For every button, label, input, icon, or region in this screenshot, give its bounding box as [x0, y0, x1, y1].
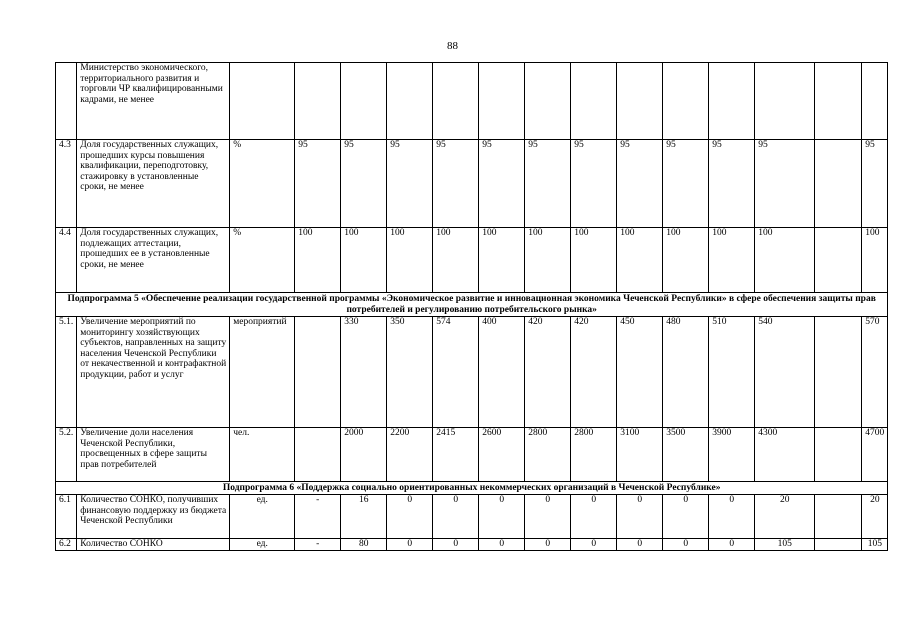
value-cell: 95	[755, 140, 815, 228]
value-cell: 95	[433, 140, 479, 228]
unit-cell	[230, 63, 295, 140]
value-cell: 3500	[663, 428, 709, 482]
indicator-row	[56, 140, 888, 228]
value-cell: 510	[709, 317, 755, 428]
indicator-row	[56, 63, 888, 140]
subprogram-heading: Подпрограмма 5 «Обеспечение реализации государственной программы «Экономическое развитие и инновационная экономика Чеченской Республики» в сфере обеспечения защиты прав потребителей и регулированию потребительского рынка»	[56, 293, 888, 317]
page-number: 88	[447, 40, 458, 52]
value-cell: 95	[617, 140, 663, 228]
value-cell: 574	[433, 317, 479, 428]
value-cell: 95	[709, 140, 755, 228]
value-cell: 2200	[387, 428, 433, 482]
indicator-name: Количество СОНКО, получивших финансовую поддержку из бюджета Чеченской Республики	[77, 495, 230, 539]
value-cell: 95	[862, 140, 888, 228]
value-cell: 0	[617, 539, 663, 551]
unit-cell: %	[230, 228, 295, 293]
unit-cell: %	[230, 140, 295, 228]
value-cell: 3100	[617, 428, 663, 482]
value-cell	[815, 428, 862, 482]
subprogram-heading-row	[56, 482, 888, 495]
indicator-name: Доля государственных служащих, прошедших курсы повышения квалификации, переподготовку, стажировку в установленные сроки, не менее	[77, 140, 230, 228]
value-cell: 100	[663, 228, 709, 293]
value-cell: 330	[341, 317, 387, 428]
value-cell: 0	[663, 495, 709, 539]
value-cell: 0	[571, 495, 617, 539]
value-cell: 100	[709, 228, 755, 293]
value-cell: 95	[341, 140, 387, 228]
value-cell: 4300	[755, 428, 815, 482]
value-cell: 100	[295, 228, 341, 293]
value-cell: 100	[617, 228, 663, 293]
value-cell: 3900	[709, 428, 755, 482]
unit-cell: мероприятий	[230, 317, 295, 428]
row-number: 6.2	[56, 539, 77, 551]
value-cell	[479, 63, 525, 140]
value-cell: 100	[341, 228, 387, 293]
row-number: 5.2.	[56, 428, 77, 482]
value-cell: 350	[387, 317, 433, 428]
value-cell: 80	[341, 539, 387, 551]
value-cell	[663, 63, 709, 140]
value-cell: 100	[755, 228, 815, 293]
value-cell	[571, 63, 617, 140]
value-cell: 0	[387, 539, 433, 551]
value-cell: 2000	[341, 428, 387, 482]
value-cell: 95	[295, 140, 341, 228]
value-cell	[295, 63, 341, 140]
value-cell: 0	[433, 495, 479, 539]
value-cell: 420	[525, 317, 571, 428]
value-cell	[815, 539, 862, 551]
value-cell: 95	[387, 140, 433, 228]
value-cell	[295, 317, 341, 428]
value-cell: 100	[571, 228, 617, 293]
value-cell: 480	[663, 317, 709, 428]
value-cell: 420	[571, 317, 617, 428]
value-cell: 2800	[571, 428, 617, 482]
row-number: 5.1.	[56, 317, 77, 428]
value-cell: 0	[387, 495, 433, 539]
value-cell: 0	[479, 539, 525, 551]
value-cell: 0	[663, 539, 709, 551]
row-number: 4.4	[56, 228, 77, 293]
value-cell: 95	[663, 140, 709, 228]
unit-cell: чел.	[230, 428, 295, 482]
value-cell	[755, 63, 815, 140]
value-cell	[295, 428, 341, 482]
indicator-name: Увеличение доли населения Чеченской Республики, просвещенных в сфере защиты прав потребителей	[77, 428, 230, 482]
value-cell	[815, 495, 862, 539]
value-cell: 100	[433, 228, 479, 293]
value-cell: 400	[479, 317, 525, 428]
row-number	[56, 63, 77, 140]
value-cell	[525, 63, 571, 140]
row-number: 6.1	[56, 495, 77, 539]
indicator-row	[56, 428, 888, 482]
value-cell: 0	[433, 539, 479, 551]
value-cell	[617, 63, 663, 140]
indicator-name: Увеличение мероприятий по мониторингу хозяйствующих субъектов, направленных на защиту населения Чеченской Республики от некачественной и контрафактной продукции, работ и услуг	[77, 317, 230, 428]
value-cell: 0	[709, 495, 755, 539]
indicator-name: Доля государственных служащих, подлежащих аттестации, прошедших ее в установленные сроки, не менее	[77, 228, 230, 293]
unit-cell: ед.	[230, 539, 295, 551]
value-cell: 0	[525, 495, 571, 539]
value-cell: 95	[571, 140, 617, 228]
indicator-row	[56, 317, 888, 428]
value-cell: 570	[862, 317, 888, 428]
table-body	[56, 63, 888, 551]
value-cell: 105	[862, 539, 888, 551]
value-cell: 0	[525, 539, 571, 551]
value-cell: 100	[387, 228, 433, 293]
indicator-row	[56, 228, 888, 293]
value-cell	[815, 140, 862, 228]
value-cell	[815, 228, 862, 293]
value-cell: 100	[525, 228, 571, 293]
value-cell: 20	[862, 495, 888, 539]
value-cell	[387, 63, 433, 140]
value-cell: 95	[525, 140, 571, 228]
value-cell	[433, 63, 479, 140]
value-cell: 0	[709, 539, 755, 551]
value-cell	[709, 63, 755, 140]
value-cell: 20	[755, 495, 815, 539]
unit-cell: ед.	[230, 495, 295, 539]
subprogram-heading-row	[56, 293, 888, 317]
row-number: 4.3	[56, 140, 77, 228]
value-cell: 95	[479, 140, 525, 228]
value-cell: 0	[617, 495, 663, 539]
value-cell	[862, 63, 888, 140]
value-cell: 2800	[525, 428, 571, 482]
value-cell: 100	[479, 228, 525, 293]
value-cell	[341, 63, 387, 140]
subprogram-heading: Подпрограмма 6 «Поддержка социально ориентированных некоммерческих организаций в Чеченской Республике»	[56, 482, 888, 495]
value-cell: 16	[341, 495, 387, 539]
value-cell: 2600	[479, 428, 525, 482]
value-cell: 105	[755, 539, 815, 551]
indicators-table	[55, 62, 888, 551]
value-cell: 0	[571, 539, 617, 551]
value-cell: 100	[862, 228, 888, 293]
value-cell: -	[295, 539, 341, 551]
indicator-row	[56, 539, 888, 551]
value-cell: 4700	[862, 428, 888, 482]
value-cell: 450	[617, 317, 663, 428]
indicator-name: Министерство экономического, территориального развития и торговли ЧР квалифицированными кадрами, не менее	[77, 63, 230, 140]
indicator-name: Количество СОНКО	[77, 539, 230, 551]
value-cell: 2415	[433, 428, 479, 482]
value-cell: 540	[755, 317, 815, 428]
value-cell: 0	[479, 495, 525, 539]
value-cell: -	[295, 495, 341, 539]
value-cell	[815, 317, 862, 428]
value-cell	[815, 63, 862, 140]
indicator-row	[56, 495, 888, 539]
